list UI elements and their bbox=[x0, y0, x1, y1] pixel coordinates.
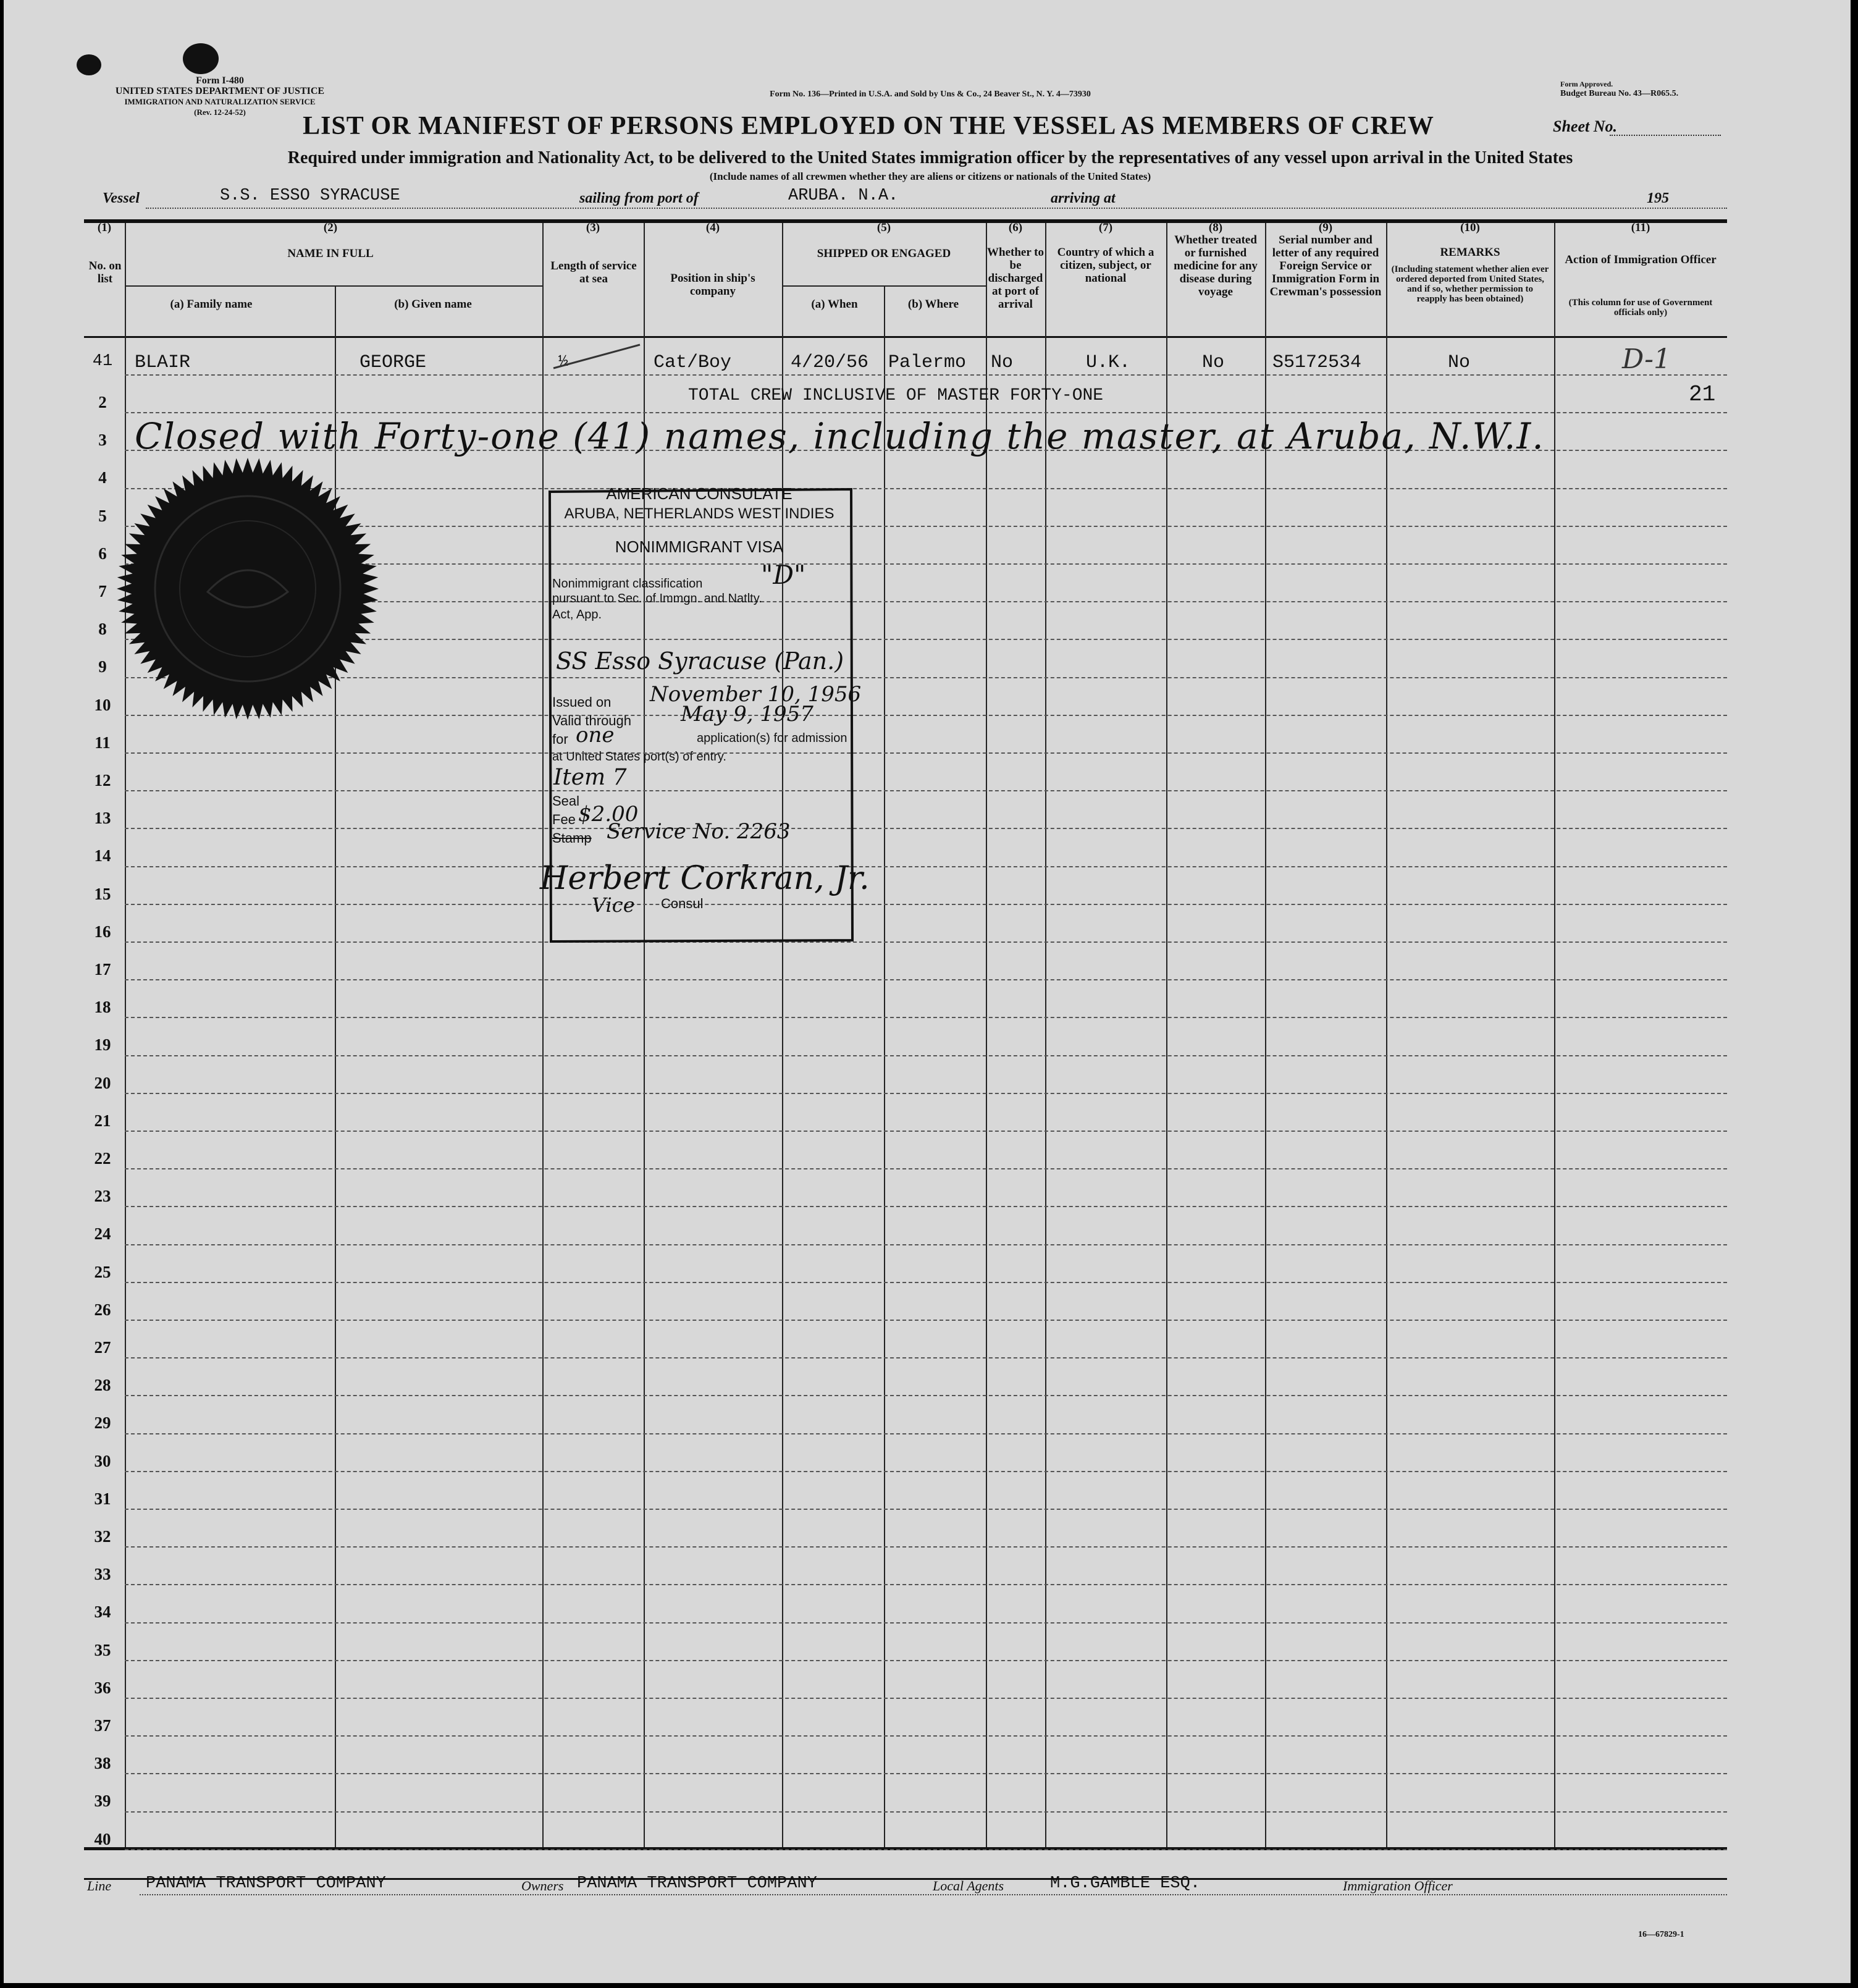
budget-bureau: Budget Bureau No. 43—R065.5. bbox=[1560, 89, 1679, 98]
printer-note: Form No. 136—Printed in U.S.A. and Sold by Uns & Co., 24 Beaver St., N. Y. 4—73930 bbox=[770, 90, 1091, 99]
footer-agents-label: Local Agents bbox=[933, 1878, 1004, 1893]
row-number: 40 bbox=[94, 1830, 111, 1848]
row-line bbox=[125, 1584, 1727, 1585]
row-number: 32 bbox=[94, 1527, 111, 1546]
sailing-label: sailing from port of bbox=[579, 190, 699, 206]
length-strike-mark bbox=[547, 341, 646, 372]
row-number: 17 bbox=[94, 960, 111, 979]
row-number: 39 bbox=[94, 1792, 111, 1810]
colnum-4: (4) bbox=[705, 221, 720, 234]
row-number: 21 bbox=[94, 1111, 111, 1130]
stamp-valid-date: May 9, 1957 bbox=[681, 702, 813, 727]
stamp-port: at United States port(s) of entry. bbox=[552, 750, 726, 764]
row-line bbox=[125, 1055, 1727, 1056]
row-number: 24 bbox=[94, 1224, 111, 1243]
row-number: 26 bbox=[94, 1300, 111, 1319]
approval: Form Approved. bbox=[1560, 80, 1613, 88]
row-number: 33 bbox=[94, 1565, 111, 1583]
department: UNITED STATES DEPARTMENT OF JUSTICE bbox=[115, 86, 325, 96]
row-line bbox=[125, 1471, 1727, 1472]
row-number: 15 bbox=[94, 885, 111, 903]
row-number: 27 bbox=[94, 1338, 111, 1357]
entry-country: U.K. bbox=[1086, 352, 1131, 373]
row-number: 37 bbox=[94, 1716, 111, 1735]
entry-serial: S5172534 bbox=[1272, 352, 1362, 373]
row-number: 11 bbox=[95, 733, 111, 752]
row-line bbox=[125, 941, 1727, 943]
entry-length: ½ bbox=[558, 352, 568, 371]
row-line bbox=[125, 1017, 1727, 1018]
hdr-medicine: Whether treated or furnished medicine for any disease during voyage bbox=[1174, 234, 1258, 298]
colnum-1: (1) bbox=[97, 221, 112, 234]
footer-line-label: Line bbox=[87, 1878, 112, 1893]
row-number: 7 bbox=[98, 582, 107, 600]
punch-hole bbox=[183, 43, 219, 74]
hdr-name-in-full: NAME IN FULL bbox=[287, 247, 374, 260]
row-line bbox=[125, 1622, 1727, 1624]
stamp-fee: $2.00 bbox=[578, 802, 639, 827]
hdr-discharged: Whether to be discharged at port of arrival bbox=[987, 246, 1044, 311]
row-line bbox=[125, 1811, 1727, 1813]
departure-port: ARUBA. N.A. bbox=[788, 187, 899, 205]
row-number: 25 bbox=[94, 1263, 111, 1281]
row-number: 35 bbox=[94, 1641, 111, 1659]
footer-agents-value: M.G.GAMBLE ESQ. bbox=[1050, 1874, 1201, 1893]
colnum-7: (7) bbox=[1098, 221, 1113, 234]
row-line bbox=[125, 1546, 1727, 1548]
row-line bbox=[125, 1282, 1727, 1283]
stamp-service-no: Service No. 2263 bbox=[607, 819, 791, 844]
total-crew-count: 21 bbox=[1689, 382, 1716, 407]
entry-where: Palermo bbox=[888, 352, 967, 373]
row-number: 34 bbox=[94, 1603, 111, 1621]
stamp-visa-type: NONIMMIGRANT VISA bbox=[615, 537, 784, 556]
row-number: 3 bbox=[98, 431, 107, 449]
year-label: 195 bbox=[1647, 190, 1669, 206]
row-line bbox=[125, 828, 1727, 829]
row-line bbox=[125, 1509, 1727, 1510]
subtitle: Required under immigration and Nationality Act, to be delivered to the United States immigration officer by the representatives of any vessel upon arrival in the United States bbox=[287, 148, 1573, 167]
header-bottom-rule bbox=[84, 336, 1727, 338]
row-line bbox=[125, 904, 1727, 905]
entry-action: D-1 bbox=[1622, 343, 1671, 375]
row-line bbox=[125, 1660, 1727, 1661]
revision: (Rev. 12-24-52) bbox=[194, 107, 246, 117]
colnum-5: (5) bbox=[876, 221, 891, 234]
stamp-applications: one bbox=[576, 723, 615, 748]
row-number: 36 bbox=[94, 1678, 111, 1697]
stamp-valid-label: Valid through bbox=[552, 713, 632, 728]
punch-hole bbox=[77, 54, 101, 75]
row-number: 8 bbox=[98, 620, 107, 638]
colnum-9: (9) bbox=[1318, 221, 1333, 234]
row-line bbox=[125, 1357, 1727, 1358]
vessel-name: S.S. ESSO SYRACUSE bbox=[220, 187, 400, 205]
row-line bbox=[125, 412, 1727, 413]
hdr-no-on-list: No. on list bbox=[88, 259, 122, 285]
hdr-serial: Serial number and letter of any required Foreign Service or Immigration Form in Crewman's possession bbox=[1269, 234, 1382, 298]
colnum-11: (11) bbox=[1631, 221, 1650, 234]
row-number: 14 bbox=[94, 846, 111, 865]
stamp-consulate: AMERICAN CONSULATE bbox=[606, 484, 792, 503]
stamp-location: ARUBA, NETHERLANDS WEST INDIES bbox=[564, 505, 834, 522]
row-line bbox=[125, 790, 1727, 791]
row-number: 18 bbox=[94, 998, 111, 1016]
visa-stamp bbox=[540, 484, 870, 943]
stamp-admission: application(s) for admission bbox=[697, 731, 847, 745]
row-number: 4 bbox=[98, 468, 107, 487]
colnum-10: (10) bbox=[1460, 221, 1480, 234]
print-code: 16—67829-1 bbox=[1638, 1930, 1684, 1939]
entry-no: 41 bbox=[92, 352, 113, 371]
row-line bbox=[125, 752, 1727, 754]
row-number: 16 bbox=[94, 922, 111, 941]
hdr-given-name: (b) Given name bbox=[394, 298, 472, 311]
hdr-family-name: (a) Family name bbox=[170, 298, 253, 311]
stamp-classification: "D" bbox=[761, 560, 806, 590]
stamp-seal-label: Seal bbox=[552, 793, 580, 809]
row-line bbox=[125, 1773, 1727, 1774]
colnum-3: (3) bbox=[586, 221, 600, 234]
row-number: 2 bbox=[98, 393, 107, 411]
row-line bbox=[125, 1735, 1727, 1737]
manifest-page bbox=[4, 0, 1851, 1983]
hdr-remarks: REMARKS bbox=[1440, 246, 1500, 259]
row-line bbox=[125, 866, 1727, 867]
stamp-act: Act, App. bbox=[552, 608, 602, 621]
row-number: 13 bbox=[94, 809, 111, 827]
footer-line-value: PANAMA TRANSPORT COMPANY bbox=[146, 1874, 386, 1893]
stamp-classification-label: Nonimmigrant classification bbox=[552, 577, 703, 591]
entry-discharged: No bbox=[991, 352, 1014, 373]
row-line bbox=[125, 1395, 1727, 1396]
page-title: LIST OR MANIFEST OF PERSONS EMPLOYED ON THE VESSEL AS MEMBERS OF CREW bbox=[303, 112, 1434, 140]
row-number: 31 bbox=[94, 1489, 111, 1508]
entry-position: Cat/Boy bbox=[654, 352, 732, 373]
row-number: 29 bbox=[94, 1413, 111, 1432]
stamp-consul-label: Consul bbox=[661, 896, 704, 911]
row-number: 12 bbox=[94, 771, 111, 790]
row-line bbox=[125, 1320, 1727, 1321]
entry-when: 4/20/56 bbox=[791, 352, 869, 373]
colnum-6: (6) bbox=[1008, 221, 1023, 234]
row-number: 23 bbox=[94, 1187, 111, 1205]
stamp-pursuant: pursuant to Sec. of Immgn. and Natlty. bbox=[552, 592, 762, 605]
row-number: 10 bbox=[94, 696, 111, 714]
vessel-label: Vessel bbox=[103, 190, 140, 206]
row-line bbox=[125, 1093, 1727, 1094]
stamp-item: Item 7 bbox=[553, 765, 627, 790]
stamp-for-label: for bbox=[552, 731, 568, 747]
row-line bbox=[125, 1244, 1727, 1245]
embossed-seal bbox=[115, 456, 380, 722]
stamp-issued-label: Issued on bbox=[552, 694, 612, 710]
row-number: 19 bbox=[94, 1035, 111, 1054]
form-id: Form I-480 bbox=[196, 75, 244, 86]
hdr-where: (b) Where bbox=[907, 298, 959, 311]
row-line bbox=[125, 1131, 1727, 1132]
hdr-position: Position in ship's company bbox=[670, 272, 755, 298]
entry-medicine: No bbox=[1202, 352, 1225, 373]
row-number: 22 bbox=[94, 1149, 111, 1168]
footer-owners-label: Owners bbox=[521, 1878, 564, 1893]
stamp-fee-label: Fee bbox=[552, 812, 576, 827]
sheet-label: Sheet No. bbox=[1553, 117, 1617, 135]
row-line bbox=[125, 1849, 1727, 1850]
hdr-when: (a) When bbox=[811, 298, 858, 311]
row-line bbox=[125, 979, 1727, 980]
row-line bbox=[125, 374, 1727, 376]
footer-officer-label: Immigration Officer bbox=[1343, 1878, 1453, 1893]
stamp-vessel: SS Esso Syracuse (Pan.) bbox=[556, 647, 844, 675]
row-number: 20 bbox=[94, 1074, 111, 1092]
row-number: 38 bbox=[94, 1754, 111, 1772]
hdr-remarks-note: (Including statement whether alien ever ordered deported from United States, and if so, whether permission to reapply has been obtained) bbox=[1391, 264, 1549, 304]
hdr-shipped: SHIPPED OR ENGAGED bbox=[817, 247, 951, 260]
approval-block bbox=[1560, 79, 1678, 99]
row-line bbox=[125, 1168, 1727, 1169]
hdr-action: Action of Immigration Officer bbox=[1565, 253, 1717, 266]
hdr-country: Country of which a citizen, subject, or national bbox=[1057, 246, 1154, 285]
row-number: 28 bbox=[94, 1376, 111, 1394]
service: IMMIGRATION AND NATURALIZATION SERVICE bbox=[124, 97, 316, 106]
closing-note: Closed with Forty-one (41) names, including the master, at Aruba, N.W.I. bbox=[135, 415, 1545, 457]
row-line bbox=[125, 1433, 1727, 1434]
row-number: 5 bbox=[98, 507, 107, 525]
entry-remarks: No bbox=[1448, 352, 1471, 373]
entry-given-name: GEORGE bbox=[359, 352, 427, 373]
row-line bbox=[125, 1206, 1727, 1207]
total-crew-text: TOTAL CREW INCLUSIVE OF MASTER FORTY-ONE bbox=[688, 386, 1104, 405]
stamp-title: Vice bbox=[592, 893, 635, 917]
row-number: 9 bbox=[98, 657, 107, 676]
row-line bbox=[125, 1698, 1727, 1699]
colnum-8: (8) bbox=[1208, 221, 1223, 234]
stamp-stamp-label: Stamp bbox=[552, 830, 592, 846]
footer-owners-value: PANAMA TRANSPORT COMPANY bbox=[577, 1874, 817, 1893]
entry-family-name: BLAIR bbox=[135, 352, 191, 373]
row-number: 6 bbox=[98, 544, 107, 563]
hdr-length: Length of service at sea bbox=[550, 259, 637, 285]
stamp-issued-date: November 10, 1956 bbox=[650, 682, 862, 707]
stamp-signature: Herbert Corkran, Jr. bbox=[540, 860, 870, 897]
instruction: (Include names of all crewmen whether they are aliens or citizens or nationals of the United States) bbox=[709, 171, 1151, 182]
colnum-2: (2) bbox=[323, 221, 338, 234]
arriving-label: arriving at bbox=[1051, 190, 1116, 206]
row-number: 30 bbox=[94, 1452, 111, 1470]
hdr-action-note: (This column for use of Government officials only) bbox=[1568, 298, 1713, 318]
